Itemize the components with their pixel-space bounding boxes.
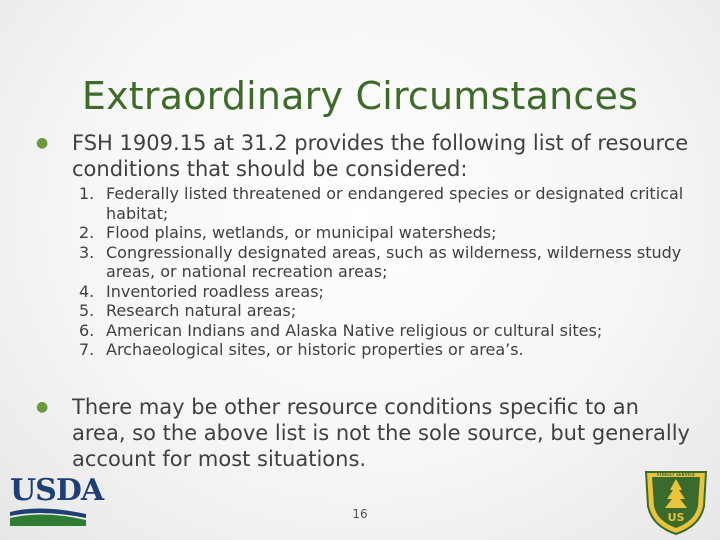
list-item-number: 6. bbox=[79, 320, 95, 340]
forest-service-shield-icon bbox=[640, 466, 712, 536]
usda-logo-text: USDA bbox=[10, 473, 104, 508]
usda-swoosh-icon bbox=[10, 506, 86, 526]
list-item-text: American Indians and Alaska Native religious or cultural sites; bbox=[106, 320, 603, 340]
list-item-text: Federally listed threatened or endangered species or designated critical habitat; bbox=[106, 184, 684, 223]
bullet-dot-icon: ● bbox=[36, 399, 49, 415]
list-item-number: 3. bbox=[79, 242, 95, 262]
forest-service-arc-text: FOREST SERVICE bbox=[657, 472, 695, 477]
usda-logo bbox=[10, 473, 104, 526]
list-item-number: 2. bbox=[79, 223, 95, 242]
list-item-number: 1. bbox=[79, 184, 95, 203]
list-item-text: Inventoried roadless areas; bbox=[106, 281, 324, 301]
list-item-text: Research natural areas; bbox=[106, 301, 297, 320]
bullet-2 bbox=[36, 394, 696, 472]
bullet-dot-icon: ● bbox=[36, 135, 49, 151]
list-item-text: Congressionally designated areas, such as wilderness, wilderness study areas, or national recreation areas; bbox=[106, 242, 682, 281]
list-item bbox=[76, 184, 686, 223]
list-item-number: 7. bbox=[79, 340, 95, 359]
list-item-number: 4. bbox=[79, 281, 95, 301]
list-item bbox=[76, 223, 686, 243]
list-item-text: Flood plains, wetlands, or municipal watersheds; bbox=[106, 223, 497, 242]
list-item bbox=[76, 282, 686, 302]
list-item bbox=[76, 321, 686, 341]
bullet-2-text: There may be other resource conditions specific to an area, so the above list is not the sole source, but generally account for most situations. bbox=[72, 395, 690, 471]
resource-conditions-list bbox=[76, 184, 686, 360]
forest-service-center-text: US bbox=[667, 511, 685, 524]
list-item bbox=[76, 243, 686, 282]
list-item bbox=[76, 340, 686, 360]
page-number: 16 bbox=[352, 507, 368, 521]
bullet-1-text: FSH 1909.15 at 31.2 provides the following list of resource conditions that should be considered: bbox=[72, 131, 689, 181]
bullet-1 bbox=[36, 130, 696, 182]
list-item bbox=[76, 301, 686, 321]
slide-title: Extraordinary Circumstances bbox=[81, 74, 639, 118]
list-item-text: Archaeological sites, or historic properties or area’s. bbox=[106, 340, 524, 359]
list-item-number: 5. bbox=[79, 301, 95, 320]
